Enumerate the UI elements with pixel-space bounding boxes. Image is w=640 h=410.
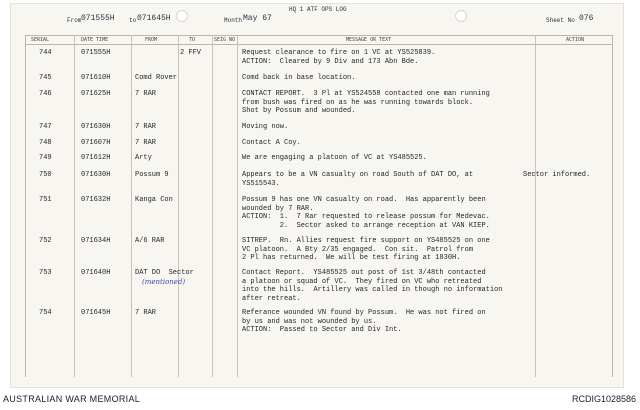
row-time: 071607H xyxy=(81,139,111,147)
to-value: 071645H xyxy=(137,14,171,23)
row-text: Moving now. xyxy=(242,123,289,131)
from-label: From xyxy=(67,17,82,24)
col-date-time: DATE TIME xyxy=(81,37,109,43)
sheet-value: 076 xyxy=(579,14,594,23)
row-serial: 746 xyxy=(39,90,52,98)
month-label: Month xyxy=(224,17,243,24)
row-serial: 750 xyxy=(39,171,52,179)
row-text: SITREP. Rn. Allies request fire support on YS485525 on one VC platoon. A Bty 2/35 engaged. Con sit. Patrol from 2 Pl has returned. We will be test firing at 1830H. xyxy=(242,237,490,262)
col-seig-no: SEIG NO xyxy=(214,37,236,43)
punch-hole-icon xyxy=(176,10,188,22)
row-time: 071632H xyxy=(81,196,111,204)
row-from: 7 RAR xyxy=(135,139,157,147)
row-from: Possum 9 xyxy=(135,171,169,179)
row-to: 2 FFV xyxy=(180,49,202,57)
row-text: We are engaging a platoon of VC at YS485525. xyxy=(242,154,427,162)
row-time: 071555H xyxy=(81,49,111,57)
row-text: Request clearance to fire on 1 VC at YS525839. ACTION: Cleared by 9 Div and 173 Abn Bde. xyxy=(242,49,436,66)
row-time: 071645H xyxy=(81,309,111,317)
row-serial: 754 xyxy=(39,309,52,317)
row-time: 071640H xyxy=(81,269,111,277)
to-label: to xyxy=(129,17,137,24)
row-time: 071610H xyxy=(81,74,111,82)
col-message: MESSAGE OR TEXT xyxy=(346,37,392,43)
row-from: 7 RAR xyxy=(135,123,157,131)
sheet-label: Sheet No xyxy=(546,17,575,24)
row-serial: 752 xyxy=(39,237,52,245)
log-title: HQ 1 ATF OPS LOG xyxy=(289,6,347,13)
row-serial: 747 xyxy=(39,123,52,131)
row-from: Comd Rover xyxy=(135,74,178,82)
row-text: Contact A Coy. xyxy=(242,139,301,147)
row-text: Comd back in base location. xyxy=(242,74,356,82)
row-serial: 745 xyxy=(39,74,52,82)
row-serial: 744 xyxy=(39,49,52,57)
col-to: TO xyxy=(189,37,196,43)
row-time: 071630H xyxy=(81,171,111,179)
row-time: 071634H xyxy=(81,237,111,245)
row-time: 071625H xyxy=(81,90,111,98)
log-sheet xyxy=(10,3,624,388)
row-text: Possum 9 has one VN casualty on road. Has apparently been wounded by 7 RAR. ACTION: 1. 7 Rar requested to release possum for Medevac. 2. Sector asked to arrange reception at VAN KIEP. xyxy=(242,196,490,230)
col-from: FROM xyxy=(145,37,158,43)
row-from: Arty xyxy=(135,154,152,162)
row-serial: 751 xyxy=(39,196,52,204)
col-serial: SERIAL xyxy=(31,37,50,43)
row-serial: 753 xyxy=(39,269,52,277)
row-from: DAT DO Sector xyxy=(135,269,194,277)
row-text: Appears to be a VN casualty on road South of DAT DO, at YS515543. xyxy=(242,171,474,188)
row-text: Contact Report. YS485525 out post of 1st 3/48th contacted a platoon or squad of VC. They fired on VC who retreated into the hills. Artillery was called in though no information after retreat. xyxy=(242,269,503,303)
punch-hole-icon xyxy=(455,10,467,22)
row-from: 7 RAR xyxy=(135,90,157,98)
row-serial: 749 xyxy=(39,154,52,162)
handwritten-note: (mentioned) xyxy=(142,278,186,286)
row-from: Kanga Con xyxy=(135,196,173,204)
row-from: 7 RAR xyxy=(135,309,157,317)
col-action: ACTION xyxy=(566,37,585,43)
footer-id: RCDIG1028586 xyxy=(571,394,636,404)
footer-bar xyxy=(0,390,640,410)
from-value: 071555H xyxy=(81,14,115,23)
row-serial: 748 xyxy=(39,139,52,147)
month-value: May 67 xyxy=(243,14,272,23)
row-text: CONTACT REPORT. 3 Pl at YS524558 contacted one man running from bush was fired on as he was running towards block. Shot by Possum and wounded. xyxy=(242,90,490,115)
row-text: Referance wounded VN found by Possum. He was not fired on by us and was not wounded by us. ACTION: Passed to Sector and Div Int. xyxy=(242,309,486,334)
row-time: 071612H xyxy=(81,154,111,162)
row-time: 071630H xyxy=(81,123,111,131)
row-action: Sector informed. xyxy=(523,171,591,179)
row-from: A/6 RAR xyxy=(135,237,165,245)
footer-source: AUSTRALIAN WAR MEMORIAL xyxy=(3,394,141,404)
